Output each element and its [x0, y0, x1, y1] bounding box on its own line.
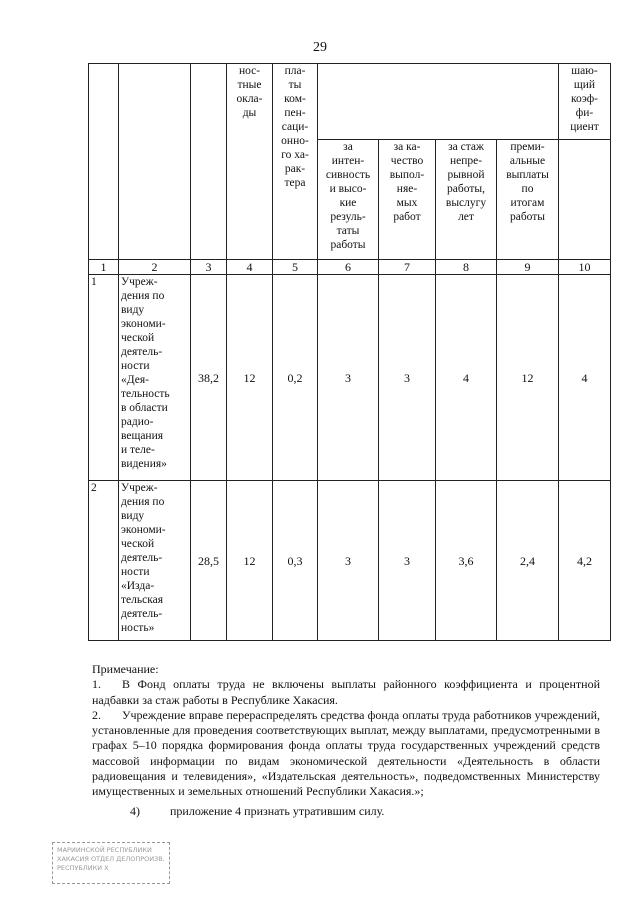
row-value: 12 [227, 481, 273, 641]
note-text: В Фонд оплаты труда не включены выплаты районного коэффициента и процентной надбавки за стаж работы в Республике Хакасия. [92, 677, 600, 707]
page-number: 29 [313, 40, 327, 55]
col-number: 1 [89, 260, 119, 275]
header-cell-4: нос- тные окла- ды [227, 64, 273, 260]
col-number: 8 [436, 260, 497, 275]
col-number: 5 [273, 260, 318, 275]
header-cell-3 [191, 64, 227, 260]
stamp-line: РЕСПУБЛИКИ Х [57, 864, 109, 872]
row-value: 4 [559, 275, 611, 481]
row-value: 2,4 [497, 481, 559, 641]
row-value: 12 [227, 275, 273, 481]
header-cell-9: преми- альные выплаты по итогам работы [497, 140, 559, 260]
row-number: 1 [89, 275, 119, 481]
row-value: 3 [318, 275, 379, 481]
header-cell-1 [89, 64, 119, 260]
note-number: 1. [92, 677, 101, 692]
final-text: приложение 4 признать утратившим силу. [170, 803, 385, 818]
col-number: 7 [379, 260, 436, 275]
header-cell-6-9-top [318, 64, 559, 140]
note-item-1 [92, 677, 600, 708]
header-cell-10-sub [559, 140, 611, 260]
header-cell-2 [119, 64, 191, 260]
row-name: Учреж- дения по виду экономи- ческой деятель- ности «Дея- тельность в области радио- вещания и теле- видения» [119, 275, 191, 481]
row-value: 0,3 [273, 481, 318, 641]
row-value: 4,2 [559, 481, 611, 641]
notes-section [92, 662, 600, 819]
col-number: 10 [559, 260, 611, 275]
note-number: 2. [92, 707, 101, 722]
col-number: 6 [318, 260, 379, 275]
header-cell-10: шаю- щий коэф- фи- циент [559, 64, 611, 140]
table-row [89, 481, 611, 641]
row-value: 28,5 [191, 481, 227, 641]
stamp-line: МАРИИНСКОЙ РЕСПУБЛИКИ [57, 846, 152, 854]
row-value: 0,2 [273, 275, 318, 481]
stamp-line: ХАКАСИЯ ОТДЕЛ ДЕЛОПРОИЗВ. [57, 855, 165, 863]
note-item-2 [92, 708, 600, 800]
col-number: 2 [119, 260, 191, 275]
col-number: 3 [191, 260, 227, 275]
final-item [92, 804, 600, 819]
note-text: Учреждение вправе перераспределять средства фонда оплаты труда работников учреждений, установленные для проведения соответствующих выплат, между выплатами, предусмотренными в графах 5–10 порядка формирования фонда оплаты труда государственных учреждений средств массовой информации по видам экономической деятельности «Деятельность в области радиовещания и телевидения», «Издательская деятельность», подведомственных Министерству имущественных и земельных отношений Республики Хакасия.»; [92, 707, 600, 799]
col-number: 9 [497, 260, 559, 275]
header-cell-7: за ка- чество выпол- няе- мых работ [379, 140, 436, 260]
header-cell-6: за интен- сивность и высо- кие резуль- таты работы [318, 140, 379, 260]
row-value: 38,2 [191, 275, 227, 481]
row-value: 3 [379, 481, 436, 641]
row-value: 12 [497, 275, 559, 481]
row-value: 3 [379, 275, 436, 481]
office-stamp [52, 842, 170, 884]
header-row-top [89, 64, 611, 140]
row-value: 3,6 [436, 481, 497, 641]
col-number: 4 [227, 260, 273, 275]
payroll-table [88, 63, 611, 641]
row-value: 3 [318, 481, 379, 641]
header-cell-5: пла- ты ком- пен- саци- онно- го ха- рак- тера [273, 64, 318, 260]
table-row [89, 275, 611, 481]
row-value: 4 [436, 275, 497, 481]
final-number: 4) [130, 803, 140, 818]
row-name: Учреж- дения по виду экономи- ческой деятель- ности «Изда- тельская деятель- ность» [119, 481, 191, 641]
header-cell-8: за стаж непре- рывной работы, выслугу лет [436, 140, 497, 260]
notes-title: Примечание: [92, 662, 159, 676]
column-number-row [89, 260, 611, 275]
row-number: 2 [89, 481, 119, 641]
